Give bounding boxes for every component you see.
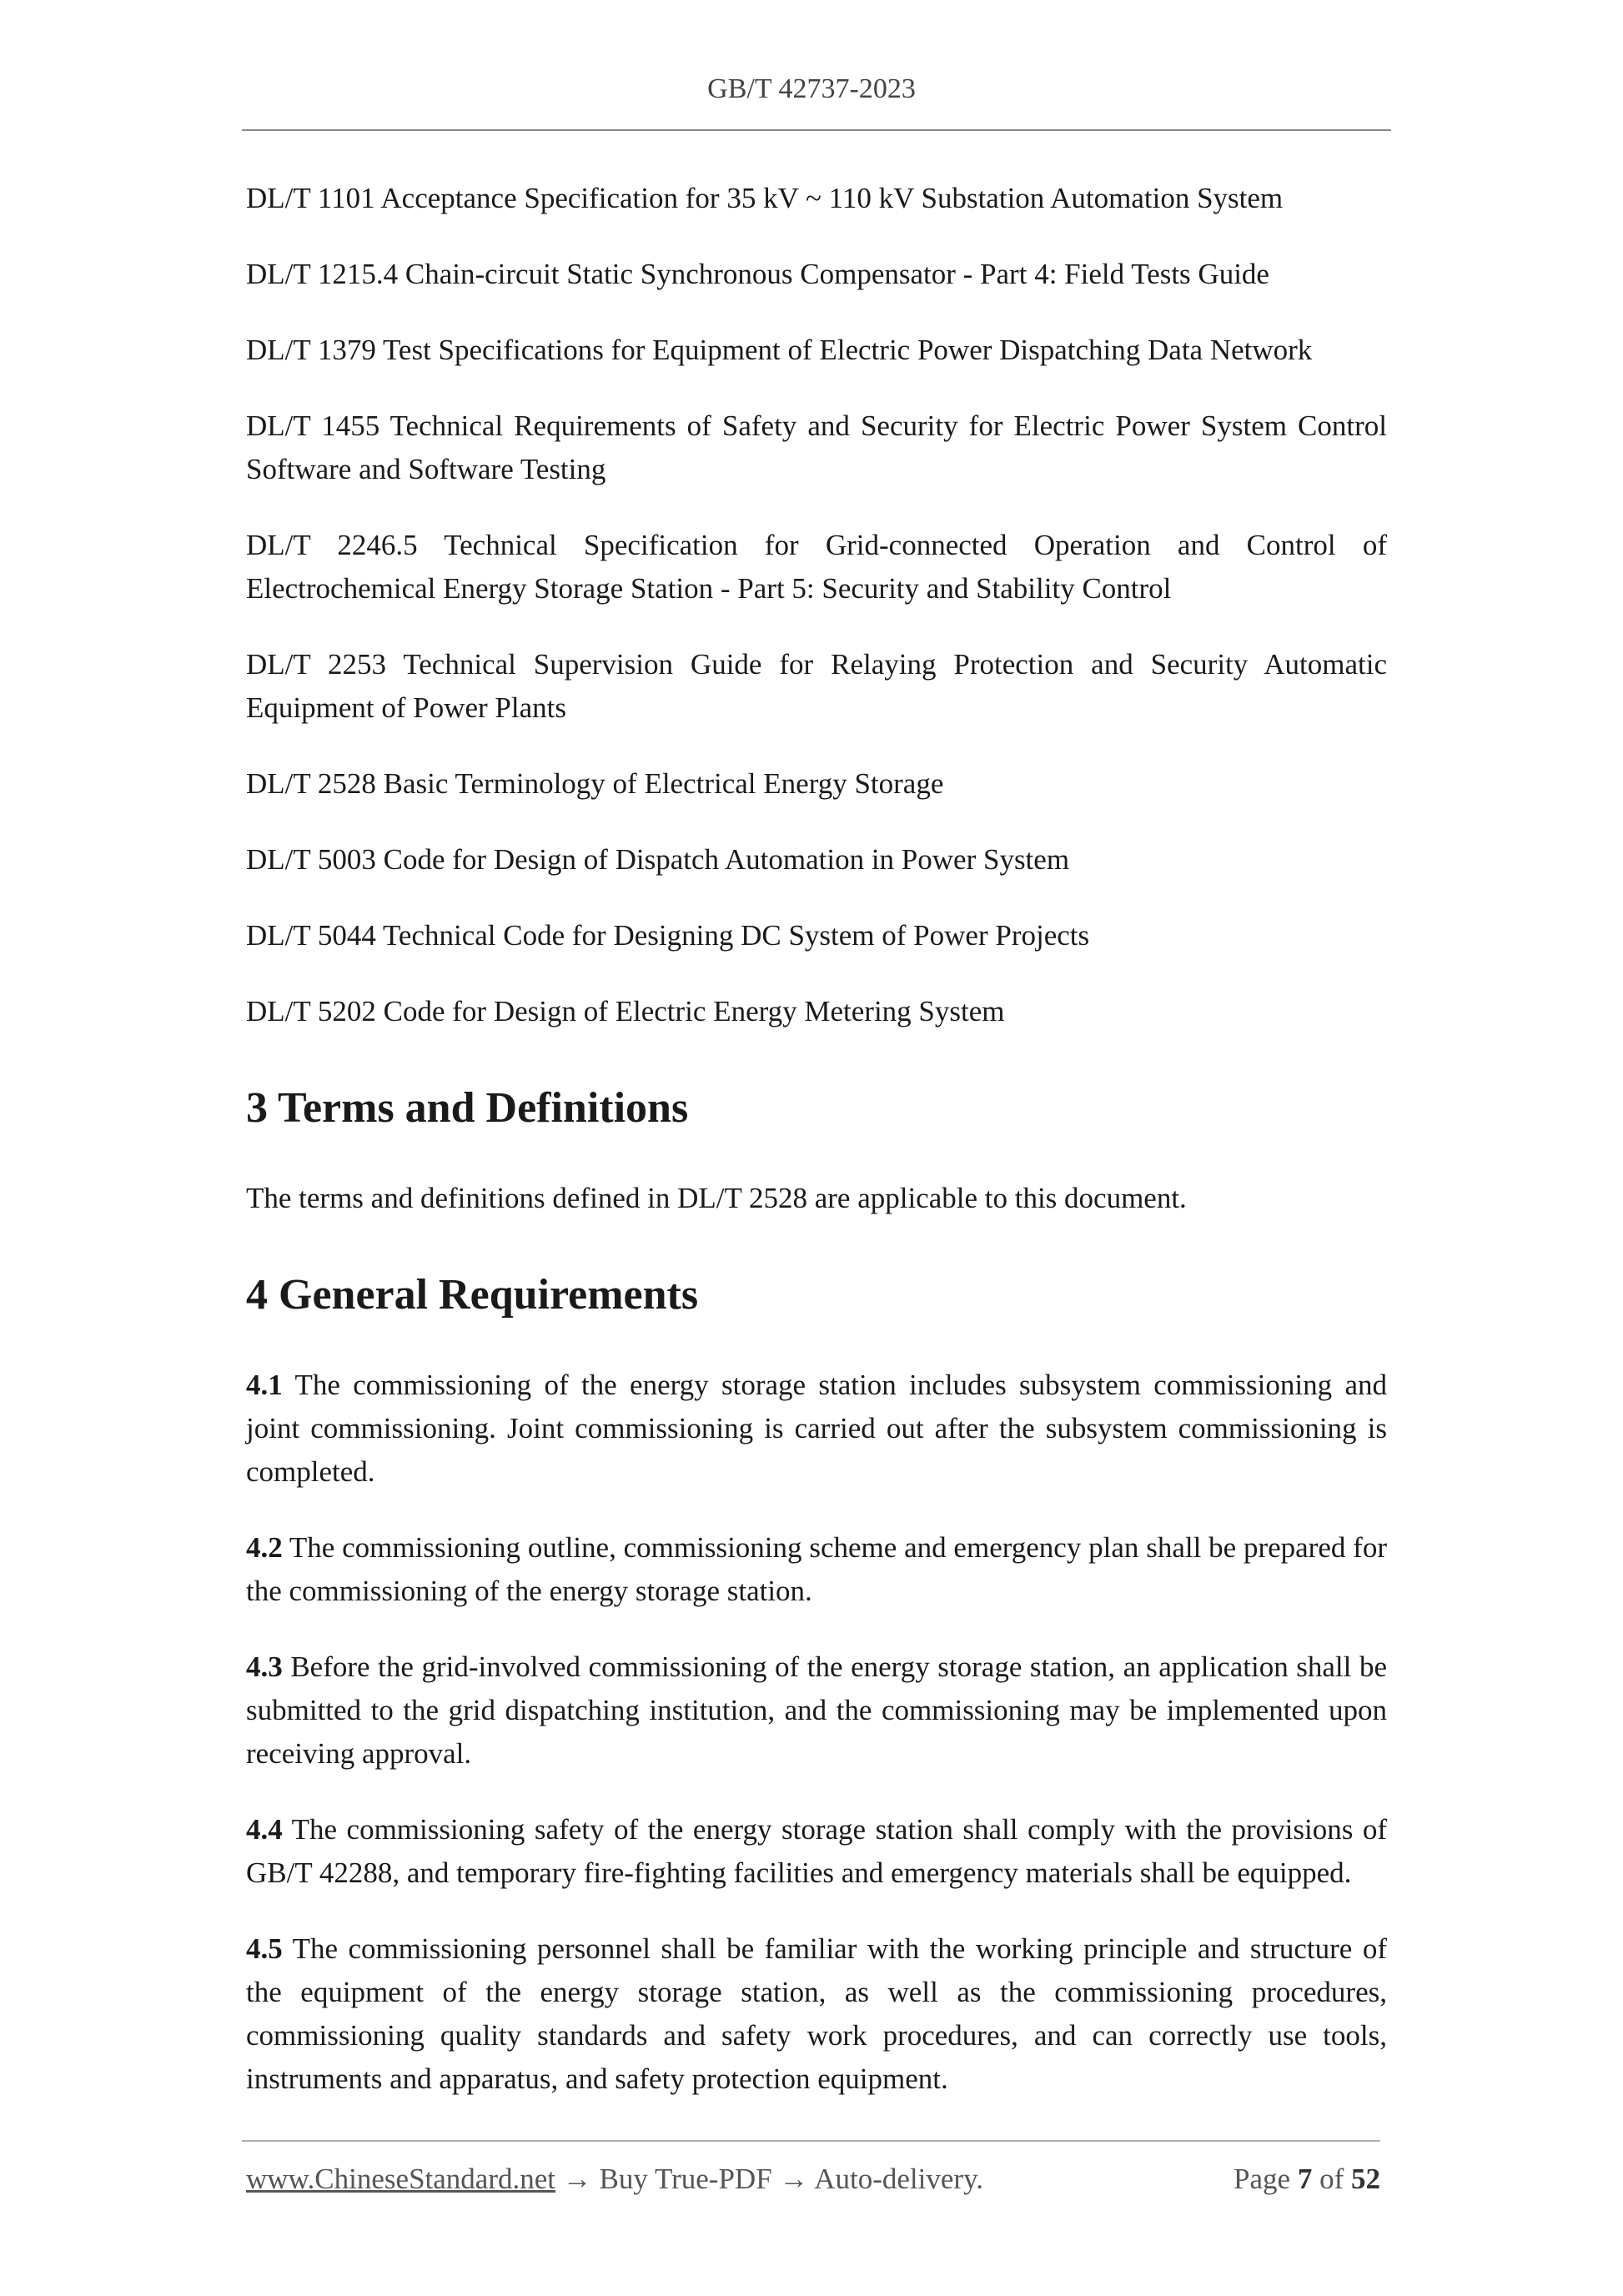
page-label: Page xyxy=(1234,2163,1291,2195)
of-label: of xyxy=(1319,2163,1344,2195)
page-header xyxy=(0,73,1623,105)
section-3-heading: 3 Terms and Definitions xyxy=(246,1084,689,1132)
reference-item: DL/T 5202 Code for Design of Electric Energy Metering System xyxy=(246,995,1005,1027)
arrow-right-icon: → xyxy=(779,2163,809,2195)
page-number xyxy=(1234,2163,1380,2196)
current-page: 7 xyxy=(1297,2163,1313,2195)
section-4-heading: 4 General Requirements xyxy=(246,1271,699,1319)
website-link[interactable]: www.ChineseStandard.net xyxy=(246,2163,555,2195)
clause-text: The commissioning safety of the energy storage station shall comply with the provisions of GB/T 42288, and temporary fire-fighting facilities and emergency materials shall be equipped. xyxy=(246,1813,1387,1889)
reference-item: DL/T 1379 Test Specifications for Equipment of Electric Power Dispatching Data Network xyxy=(246,334,1313,366)
reference-item: DL/T 5003 Code for Design of Dispatch Automation in Power System xyxy=(246,843,1070,876)
header-divider xyxy=(242,129,1391,131)
clause-number: 4.4 xyxy=(246,1813,283,1846)
delivery-text: Auto-delivery. xyxy=(808,2163,984,2195)
reference-item: DL/T 1215.4 Chain-circuit Static Synchronous Compensator - Part 4: Field Tests Guide xyxy=(246,258,1269,290)
clause-4-4 xyxy=(246,1808,1387,1895)
clause-4-2 xyxy=(246,1526,1387,1613)
reference-item: DL/T 1455 Technical Requirements of Safety and Security for Electric Power System Control Software and Software Testing xyxy=(246,409,1387,485)
section-3-text: The terms and definitions defined in DL/T 2528 are applicable to this document. xyxy=(246,1182,1187,1214)
reference-item: DL/T 2253 Technical Supervision Guide for Relaying Protection and Security Automatic Equipment of Power Plants xyxy=(246,648,1387,724)
arrow-right-icon: → xyxy=(562,2163,592,2195)
clause-text: The commissioning personnel shall be familiar with the working principle and structure of the equipment of the energy storage station, as well as the commissioning procedures, commissioning quality standards and safety work procedures, and can correctly use tools, instruments and apparatus, and safety protection equipment. xyxy=(246,1932,1387,2095)
page-body xyxy=(246,177,1387,2133)
reference-item: DL/T 5044 Technical Code for Designing DC System of Power Projects xyxy=(246,919,1090,952)
reference-item: DL/T 1101 Acceptance Specification for 35 kV ~ 110 kV Substation Automation System xyxy=(246,182,1284,214)
footer-promo xyxy=(246,2163,983,2196)
document-code: GB/T 42737-2023 xyxy=(707,73,916,104)
reference-item: DL/T 2246.5 Technical Specification for Grid-connected Operation and Control of Electrochemical Energy Storage Station - Part 5: Security and Stability Control xyxy=(246,529,1387,605)
clause-number: 4.2 xyxy=(246,1531,283,1564)
clause-4-3 xyxy=(246,1645,1387,1776)
footer-divider xyxy=(242,2140,1380,2142)
total-pages: 52 xyxy=(1351,2163,1380,2195)
clause-text: The commissioning of the energy storage station includes subsystem commissioning and joint commissioning. Joint commissioning is carried out after the subsystem commissioning is completed. xyxy=(246,1369,1387,1488)
clause-number: 4.3 xyxy=(246,1650,283,1683)
reference-item: DL/T 2528 Basic Terminology of Electrical Energy Storage xyxy=(246,767,944,800)
normative-references-list xyxy=(246,177,1387,1033)
buy-text: Buy True-PDF xyxy=(591,2163,780,2195)
clause-4-1 xyxy=(246,1364,1387,1494)
clause-number: 4.5 xyxy=(246,1932,283,1965)
clause-4-5 xyxy=(246,1927,1387,2101)
clause-text: Before the grid-involved commissioning of the energy storage station, an application shall be submitted to the grid dispatching institution, and the commissioning may be implemented upon receiving approval. xyxy=(246,1650,1387,1770)
clause-text: The commissioning outline, commissioning scheme and emergency plan shall be prepared for the commissioning of the energy storage station. xyxy=(246,1531,1387,1607)
clause-number: 4.1 xyxy=(246,1369,283,1401)
